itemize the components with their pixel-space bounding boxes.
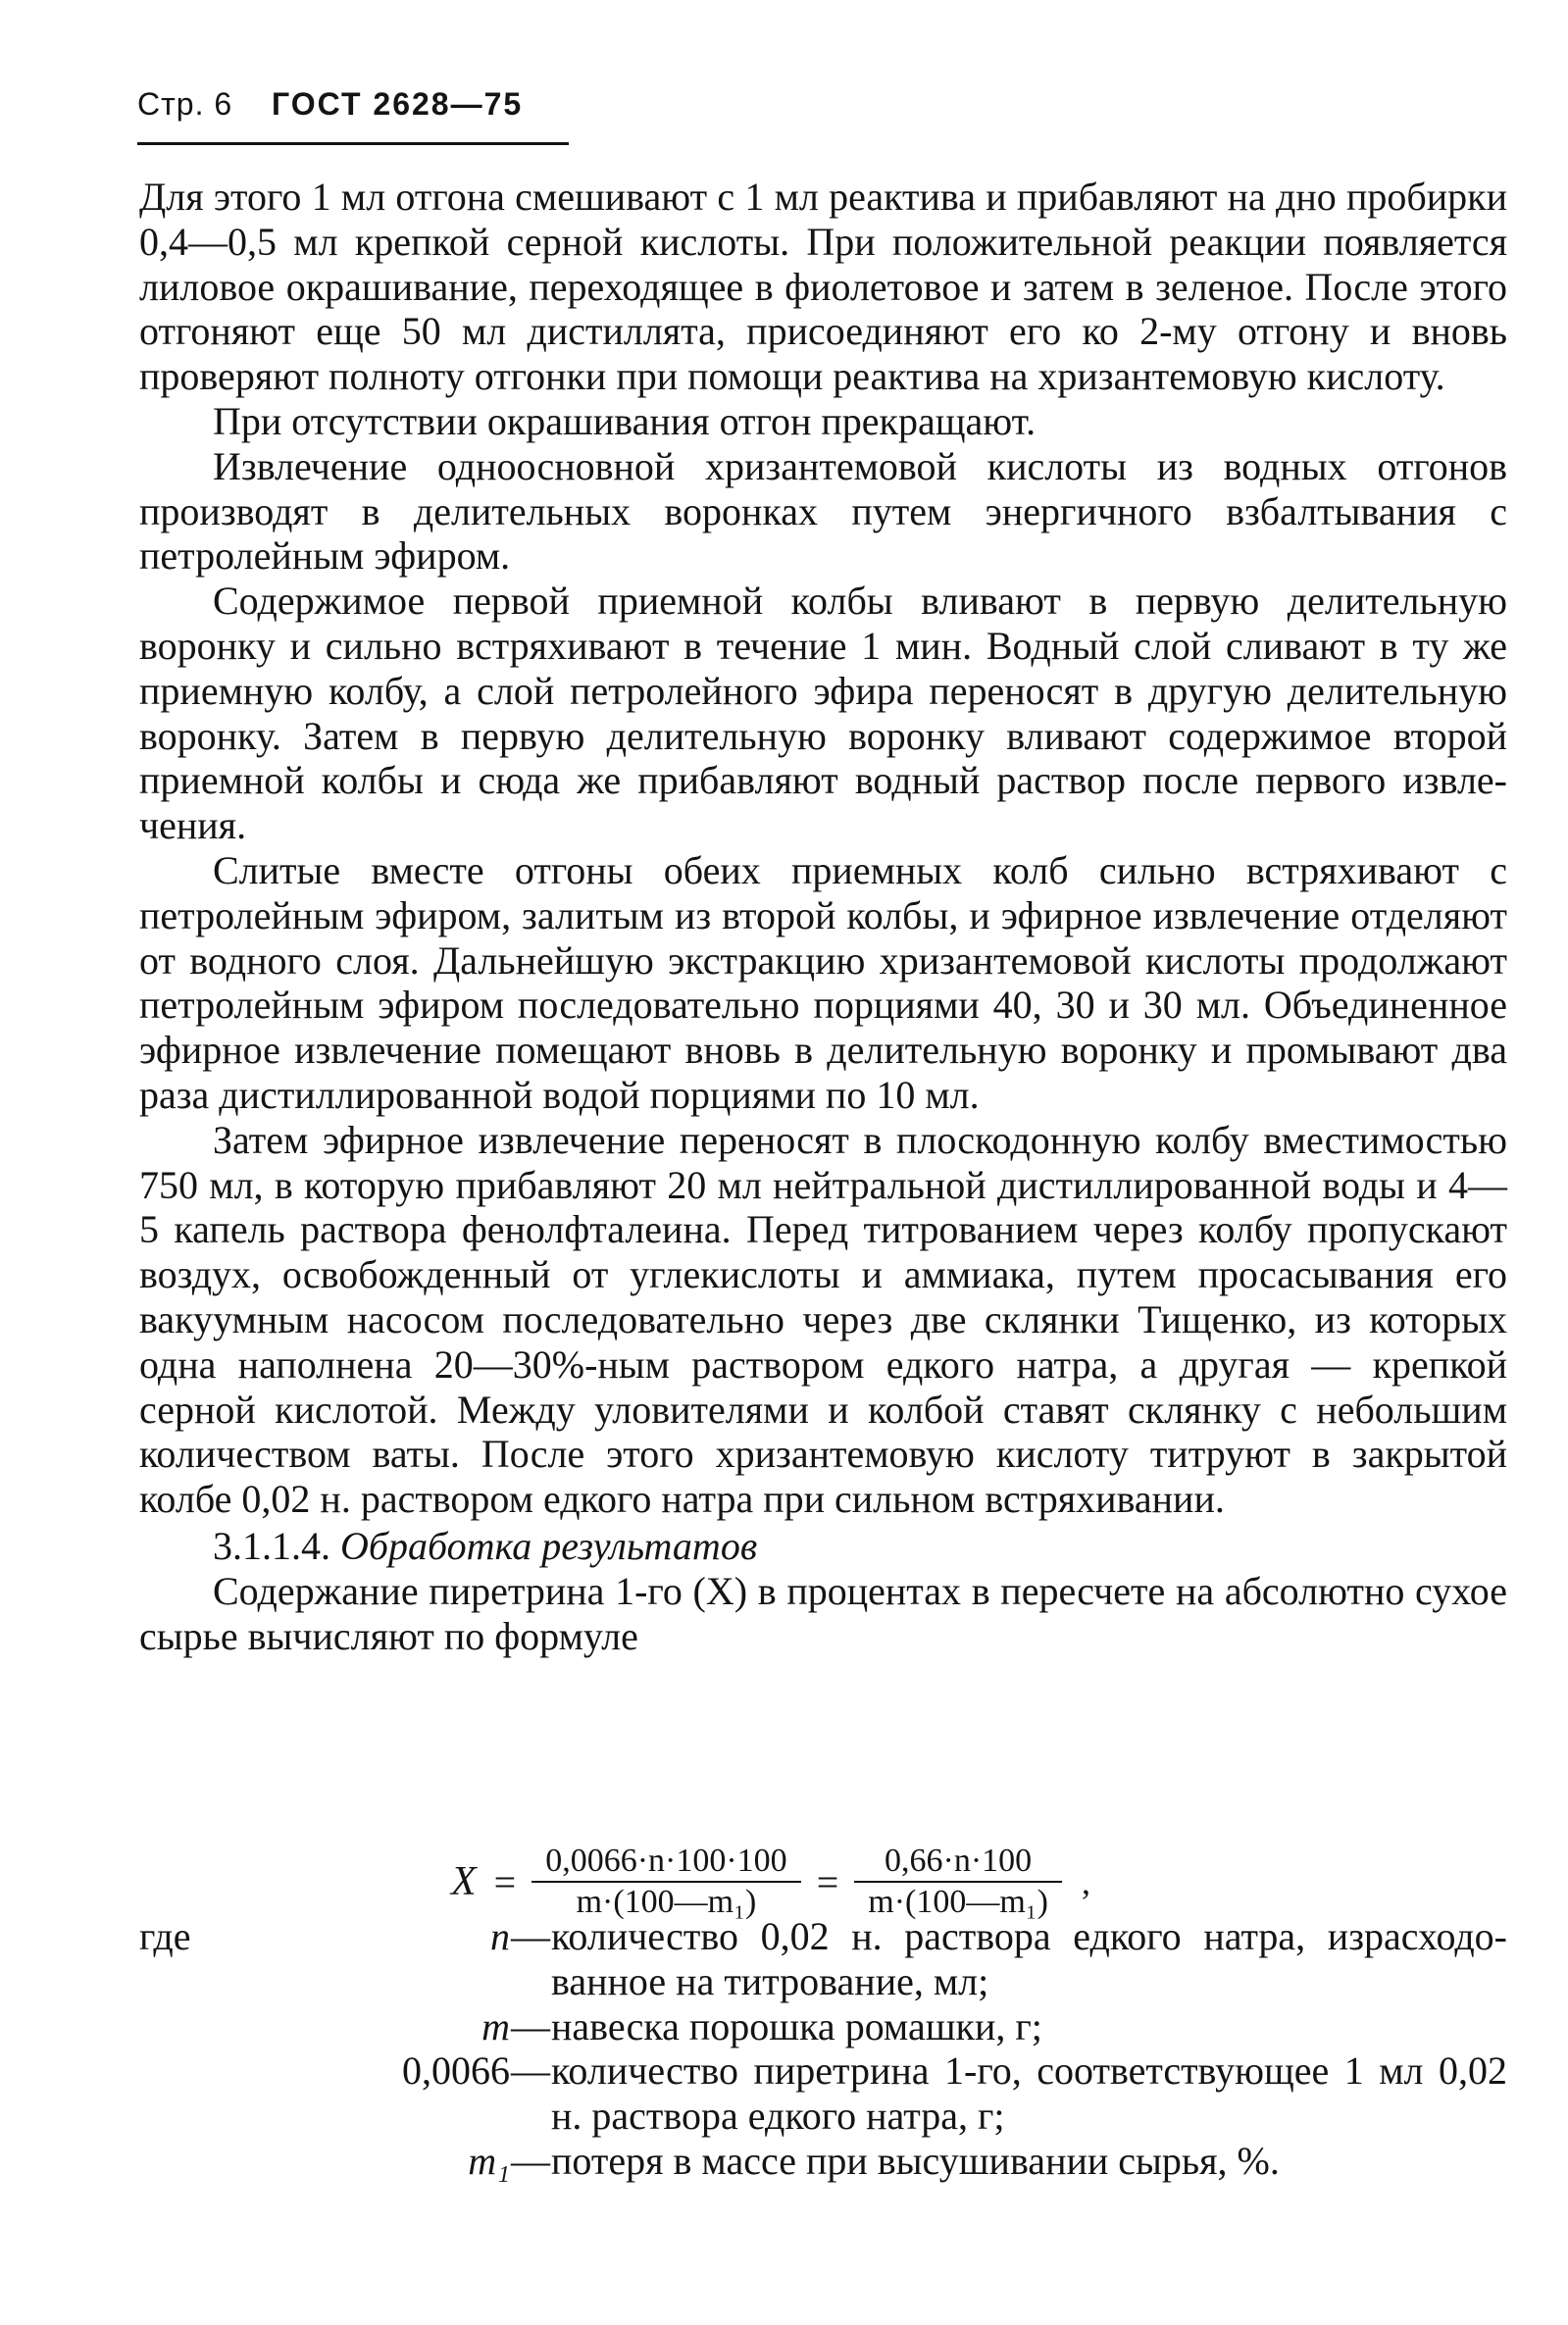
definition-row: [139, 2004, 1507, 2049]
paragraph-3: Извлечение одноосновной хризантемовой кислоты из водных отгонов производят в делительных воронках путем энергичного взбалтывания с петролейным эфиром.: [139, 443, 1507, 579]
paragraph-1: Для этого 1 мл отгона смешивают с 1 мл реактива и прибавляют на дно пробирки 0,4—0,5 мл крепкой серной кислоты. При положительной реакции появляется лиловое окрашивание, переходящее в фиолетовое и затем в зеленое. После этого отгоняют еще 50 мл дистиллята, присоединяют его ко 2-му отгону и вновь проверяют полноту отгонки при помощи реактива на хризантемовую кислоту.: [139, 175, 1507, 399]
definition-text: количество пиретрина 1-го, соответствующее 1 мл 0,02 н. раствора едкого натра, г;: [551, 2048, 1507, 2139]
definition-dash: —: [511, 2138, 550, 2183]
section-heading: [139, 1524, 1507, 1569]
section-title: Обработка результатов: [340, 1523, 758, 1568]
section-number: 3.1.1.4.: [213, 1523, 330, 1568]
formula: [451, 1842, 1090, 1922]
paragraph-2: При отсутствии окрашивания отгон прекращают.: [213, 398, 1037, 443]
definition-symbol: n: [490, 1914, 510, 1958]
standard-number: ГОСТ 2628—75: [272, 86, 524, 122]
fraction-1-denominator: m·(100—m₁): [576, 1884, 757, 1920]
body-text: [139, 175, 1507, 1658]
fraction-1-numerator: 0,0066·n·100·100: [545, 1843, 787, 1879]
where-label: где: [139, 1914, 191, 1958]
definition-row: [139, 1914, 1507, 2004]
paragraph-6: Затем эфирное извлечение переносят в плоскодонную колбу вместимостью 750 мл, в которую прибавляют 20 мл нейтральной дистиллированной воды и 4—5 капель раствора фенолфталеина. Перед титрованием через колбу пропускают воздух, освобожденный от углекислоты и аммиака, путем просасывания его вакуумным насосом последовательно через две склянки Тищенко, из которых одна наполнена 20—30%-ным раствором едкого натра, а другая — крепкой серной кислотой. Между уловителями и колбой ставят склянку с небольшим количеством ваты. После этого хризантемовую кислоту титруют в закрытой колбе 0,02 н. раствором едкого натра при сильном встряхивании.: [139, 1117, 1507, 1522]
definition-text: навеска порошка ромашки, г;: [551, 2003, 1042, 2048]
definition-row: [139, 2048, 1507, 2139]
definition-dash: —: [511, 2003, 550, 2048]
fraction-2-denominator: m·(100—m₁): [868, 1884, 1048, 1920]
definition-text: количество 0,02 н. раствора едкого натра, израсходованное на титрование, мл;: [551, 1914, 1507, 2003]
definition-row: [139, 2139, 1507, 2184]
fraction-1: [531, 1842, 800, 1922]
definition-symbol: m₁: [468, 2138, 510, 2183]
definition-text: потеря в массе при высушивании сырья, %.: [551, 2138, 1280, 2183]
formula-comma: ,: [1081, 1862, 1090, 1901]
paragraph-4: Содержимое первой приемной колбы вливают в первую делительную воронку и сильно встряхивают в течение 1 мин. Водный слой сливают в ту же приемную колбу, а слой петролейного эфира переносят в другую делительную воронку. Затем в первую делительную воронку вливают содержимое второй приемной колбы и сюда же прибавляют водный раствор после первого извлечения.: [139, 579, 1507, 848]
header-divider: [137, 142, 569, 145]
definition-symbol: 0,0066: [402, 2048, 510, 2094]
fraction-2-numerator: 0,66·n·100: [885, 1843, 1033, 1879]
formula-lhs: X: [451, 1859, 477, 1904]
page-header: [137, 86, 523, 123]
page-number: Стр. 6: [137, 86, 233, 122]
definition-symbol: m: [481, 2003, 510, 2048]
fraction-2: [854, 1842, 1062, 1922]
variable-definitions: [139, 1914, 1507, 2184]
definition-dash: —: [511, 1914, 550, 1958]
formula-intro: Содержание пиретрина 1-го (X) в процентах в пересчете на абсолютно сухое сырье вычисляют по формуле: [139, 1568, 1507, 1658]
paragraph-5: Слитые вместе отгоны обеих приемных колб сильно встряхивают с петролейным эфиром, залитым из второй колбы, и эфирное извлечение отделяют от водного слоя. Дальнейшую экстракцию хризантемовой кислоты продолжают петролейным эфиром последовательно порциями 40, 30 и 30 мл. Объединенное эфирное извлечение помещают вновь в делительную воронку и промывают два раза дистиллированной водой порциями по 10 мл.: [139, 847, 1507, 1117]
formula-equals-2: =: [816, 1859, 839, 1904]
definition-dash: —: [511, 2048, 550, 2094]
formula-equals-1: =: [493, 1859, 517, 1904]
